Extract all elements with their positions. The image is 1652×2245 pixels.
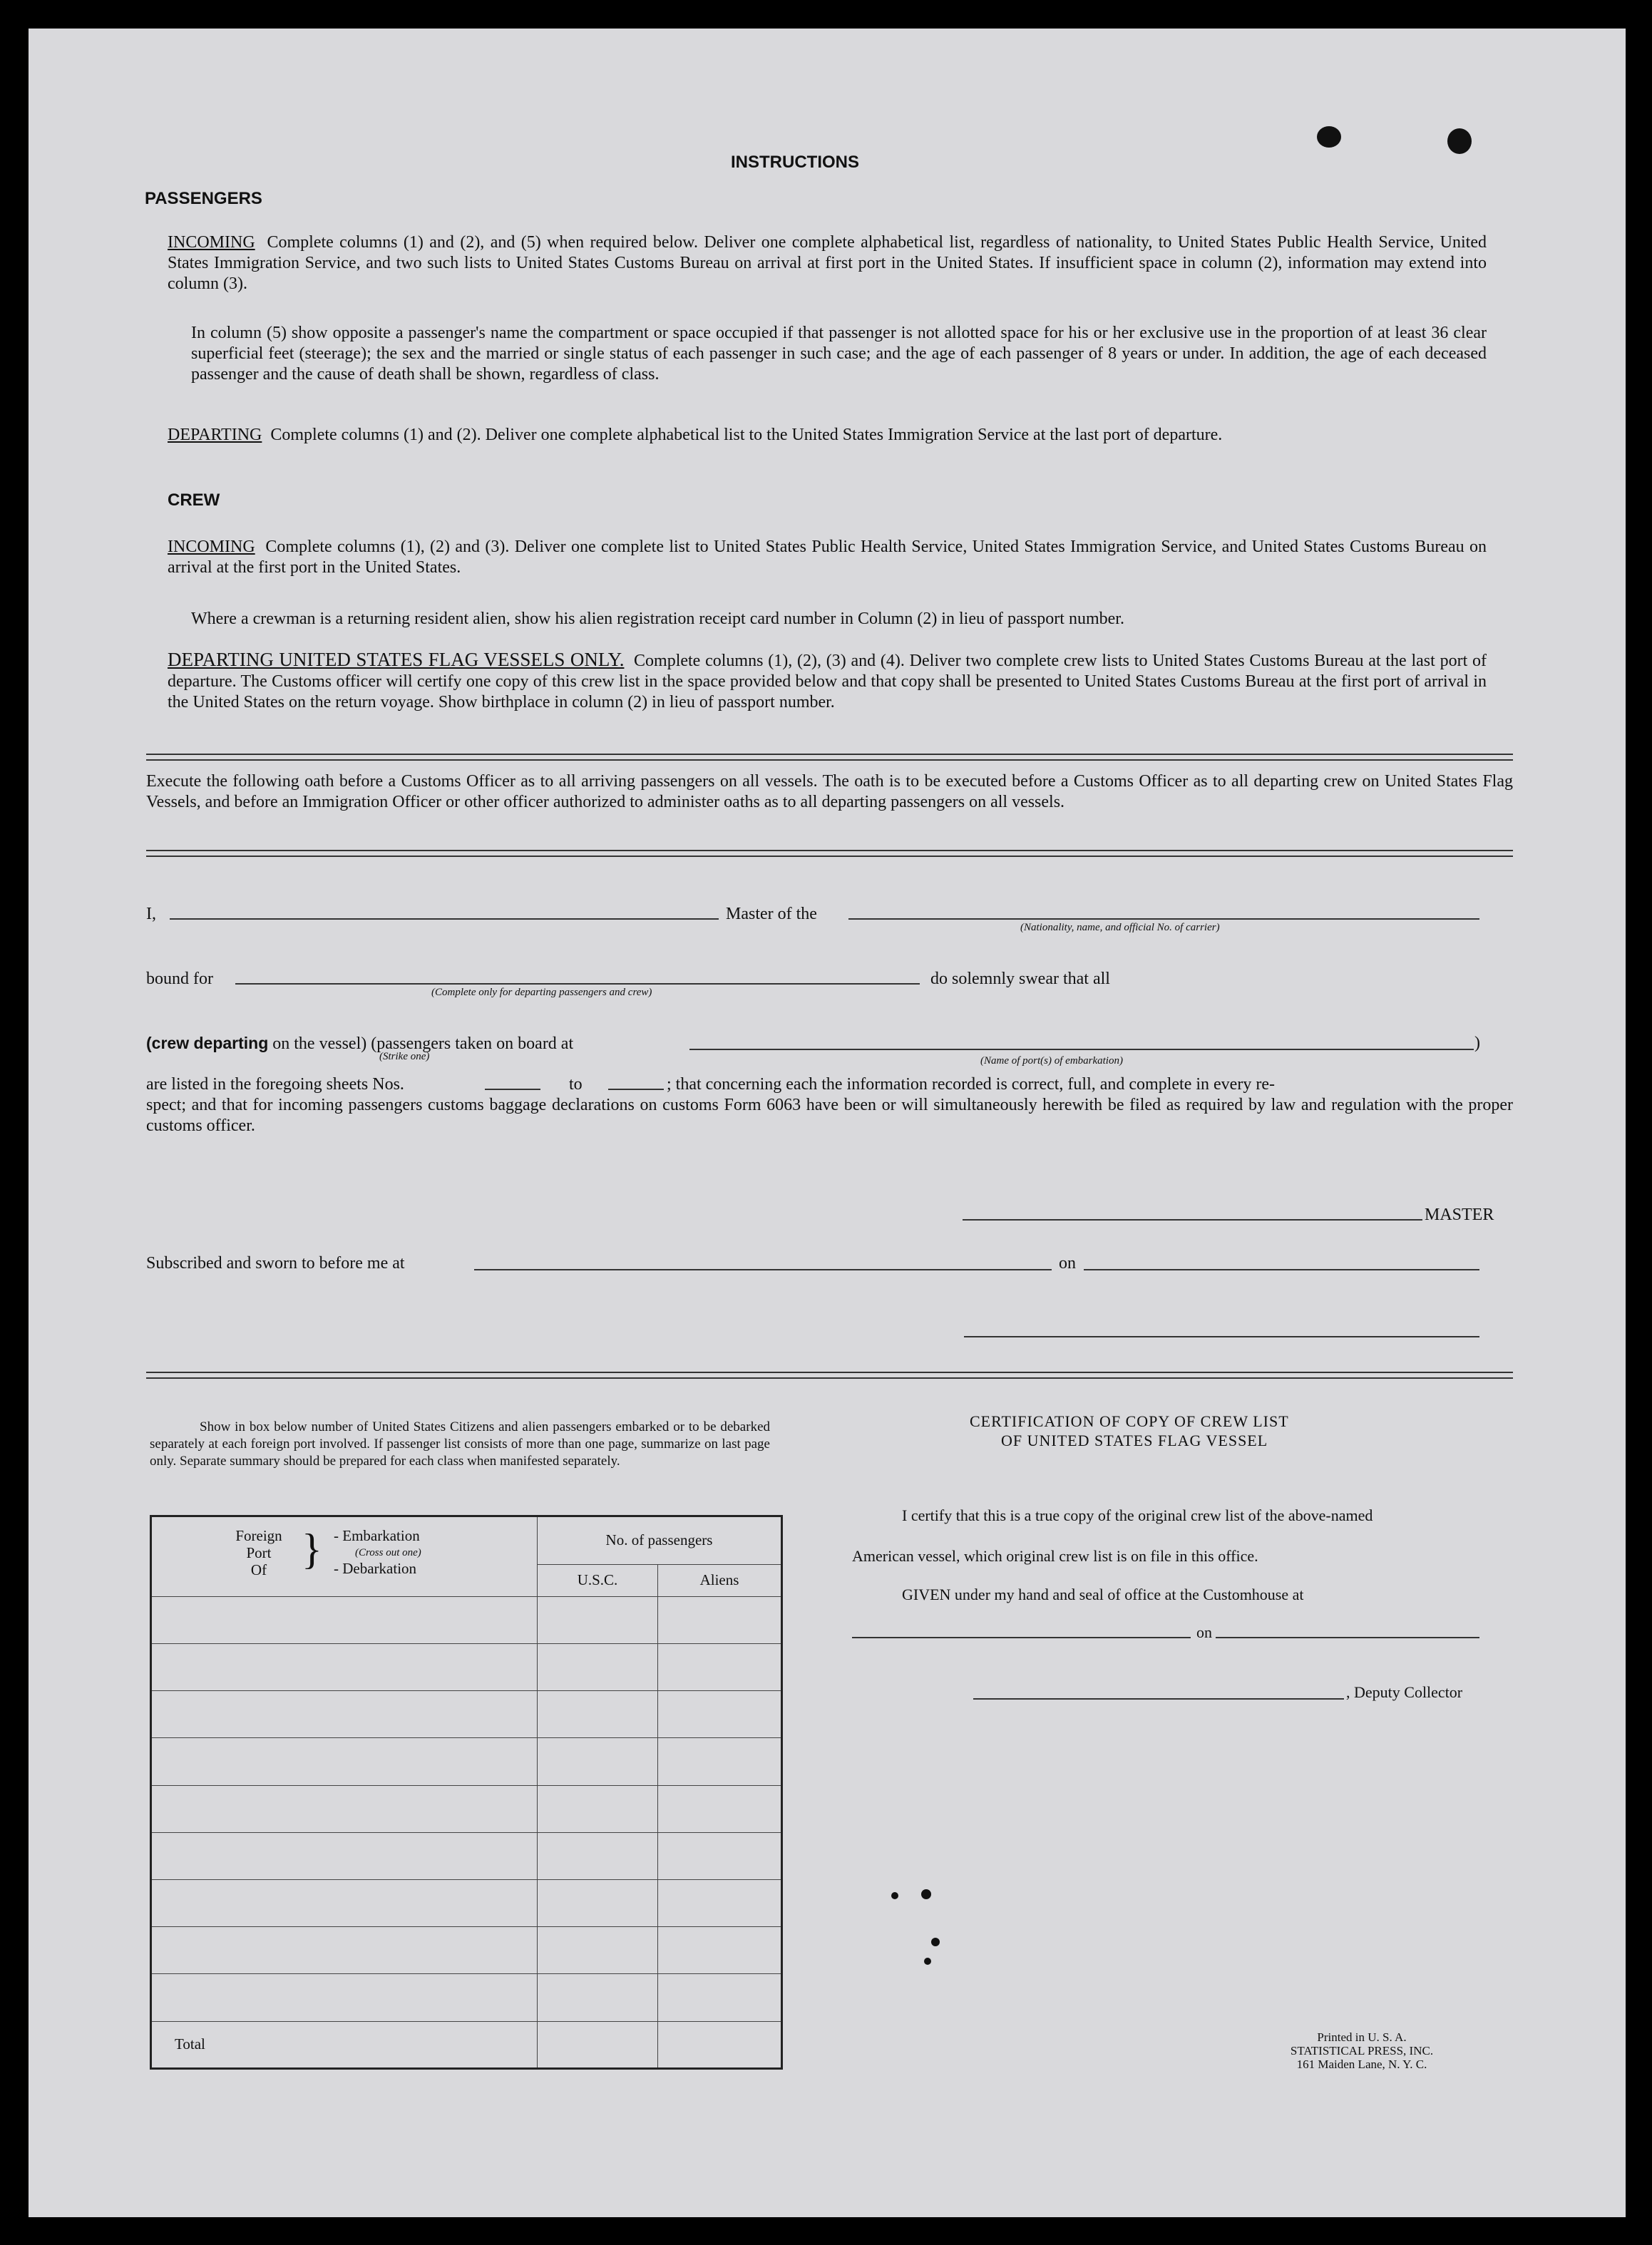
sheet-to-field[interactable] (608, 1089, 664, 1090)
vessel-line (146, 1033, 573, 1054)
certify-text: I certify that this is a true copy of the original crew list of the above-named (902, 1506, 1373, 1524)
sworn-on-label: on (1059, 1254, 1076, 1273)
punch-hole-mark (1317, 126, 1341, 148)
on-vessel-text: on the vessel) (passengers taken on board at (272, 1034, 574, 1053)
table-row[interactable] (151, 1832, 782, 1879)
no-of-passengers-header: No. of passengers (538, 1516, 782, 1565)
cross-out-caption: (Cross out one) (355, 1547, 421, 1558)
officer-signature-field[interactable] (964, 1336, 1479, 1337)
cert-date-field[interactable] (1216, 1637, 1479, 1638)
crew-heading: CREW (168, 490, 220, 510)
ink-dot (891, 1892, 898, 1899)
subscribed-label: Subscribed and sworn to before me at (146, 1254, 405, 1273)
port-header-cell (151, 1516, 538, 1597)
page-title: INSTRUCTIONS (731, 153, 859, 172)
listed-in-label: are listed in the foregoing sheets Nos. (146, 1075, 404, 1094)
sworn-location-field[interactable] (474, 1269, 1052, 1270)
ink-dot (921, 1889, 931, 1899)
given-text: GIVEN under my hand and seal of office at the Customhouse at (902, 1586, 1304, 1603)
debarkation-label[interactable]: - Debarkation (334, 1560, 417, 1577)
destination-field[interactable] (235, 983, 920, 985)
certification-heading: CERTIFICATION OF COPY OF CREW LIST OF UNITED STATES FLAG VESSEL (970, 1412, 1289, 1449)
crew-departing-label: DEPARTING UNITED STATES FLAG VESSELS ONLY. (168, 649, 625, 670)
deputy-signature-field[interactable] (973, 1698, 1344, 1700)
divider (146, 754, 1513, 761)
total-row[interactable] (151, 2021, 782, 2068)
ports-caption: (Name of port(s) of embarkation) (980, 1055, 1123, 1067)
bound-for-label: bound for (146, 970, 213, 988)
table-row[interactable] (151, 1643, 782, 1690)
divider (146, 1372, 1513, 1379)
column5-paragraph: In column (5) show opposite a passenger's name the compartment or space occupied if that passenger is not allotted space for his or her exclusive use in the proportion of at least 36 clear superficial feet (steerage); the sex and the married or single status of each passenger in such case; and the age of each passenger of 8 years or under. In addition, the age of each deceased passenger and the cause of death shall be shown, regardless of class. (191, 324, 1487, 384)
passengers-heading: PASSENGERS (145, 189, 262, 208)
incoming-text: Complete columns (1) and (2), and (5) when required below. Deliver one complete alphabetical list, regardless of nationality, to United States Public Health Service, United States Immigration Service, and two such lists to United States Customs Bureau on arrival at first port in the United States. If insufficient space in column (2), information may extend into column (3). (168, 233, 1487, 293)
solemnly-swear-label: do solemnly swear that all (930, 970, 1110, 988)
aliens-header: Aliens (658, 1564, 782, 1596)
port-label: Foreign Port Of (235, 1527, 282, 1578)
customhouse-field[interactable] (852, 1637, 1191, 1638)
sworn-date-field[interactable] (1084, 1269, 1479, 1270)
printer-imprint: Printed in U. S. A. STATISTICAL PRESS, INC. 161 Maiden Lane, N. Y. C. (1290, 2030, 1434, 2071)
divider (146, 850, 1513, 857)
passenger-summary-table (150, 1515, 783, 2070)
table-row[interactable] (151, 1785, 782, 1832)
crew-departing-paragraph (168, 649, 1487, 713)
crew-departing-text: Complete columns (1), (2), (3) and (4). Deliver two complete crew lists to United States Customs Bureau at the last port of departure. The Customs officer will certify one copy of this crew list in the space provided below and that copy shall be presented to United States Customs Bureau at the first port of arrival in the United States on the return voyage. Show birthplace in column (2) in lieu of passport number. (168, 652, 1487, 711)
crew-incoming-paragraph (168, 537, 1487, 578)
table-row[interactable] (151, 1974, 782, 2021)
ink-dot (924, 1958, 931, 1965)
american-vessel-text: American vessel, which original crew list is on file in this office. (852, 1547, 1258, 1565)
table-row[interactable] (151, 1927, 782, 1974)
sheet-from-field[interactable] (485, 1089, 540, 1090)
master-signature-field[interactable] (963, 1219, 1422, 1221)
embarkation-label[interactable]: - Embarkation (334, 1527, 420, 1544)
table-row[interactable] (151, 1738, 782, 1785)
form-page (29, 29, 1626, 2217)
incoming-label: INCOMING (168, 233, 255, 252)
crew-incoming-text: Complete columns (1), (2) and (3). Deliver one complete list to United States Public Health Service, United States Immigration Service, and United States Customs Bureau on arrival at the first port in the United States. (168, 538, 1487, 577)
master-name-field[interactable] (170, 918, 719, 920)
summary-instructions: Show in box below number of United States Citizens and alien passengers embarked or to be debarked separately at each foreign port involved. If passenger list consists of more than one page, summarize on last page only. Separate summary should be prepared for each class when manifested separately. (150, 1419, 770, 1469)
nationality-caption: (Nationality, name, and official No. of carrier) (1020, 922, 1220, 933)
table-row[interactable] (151, 1691, 782, 1738)
complete-only-caption: (Complete only for departing passengers and crew) (431, 987, 652, 998)
cert-on-label: on (1196, 1623, 1212, 1641)
passengers-incoming-paragraph (168, 232, 1487, 294)
crew-incoming-label: INCOMING (168, 538, 255, 556)
crew-departing-option: (crew departing (146, 1034, 269, 1052)
master-of-the-label: Master of the (726, 905, 817, 923)
usc-header: U.S.C. (538, 1564, 658, 1596)
departing-label: DEPARTING (168, 426, 262, 444)
deputy-collector-label: , Deputy Collector (1346, 1683, 1463, 1701)
departing-text: Complete columns (1) and (2). Deliver one complete alphabetical list to the United States Immigration Service at the last port of departure. (270, 426, 1223, 444)
concerning-text: ; that concerning each the information recorded is correct, full, and complete in every re- (667, 1075, 1275, 1094)
table-row[interactable] (151, 1880, 782, 1927)
strike-one-caption: (Strike one) (379, 1051, 430, 1062)
brace-icon: } (302, 1526, 322, 1573)
master-label: MASTER (1425, 1206, 1494, 1224)
carrier-field[interactable] (848, 918, 1479, 920)
resident-alien-paragraph: Where a crewman is a returning resident alien, show his alien registration receipt card number in Column (2) in lieu of passport number. (191, 610, 1124, 628)
to-label: to (569, 1075, 583, 1094)
embarkation-port-field[interactable] (689, 1049, 1474, 1050)
close-paren: ) (1474, 1034, 1480, 1052)
passengers-departing-paragraph (168, 425, 1487, 446)
ink-dot (931, 1938, 940, 1946)
total-label: Total (151, 2021, 538, 2068)
oath-intro: Execute the following oath before a Customs Officer as to all arriving passengers on all vessels. The oath is to be executed before a Customs Officer as to all departing crew on United States Flag Vessels, and before an Immigration Officer or other officer authorized to administer oaths as to all departing passengers on all vessels. (146, 772, 1513, 811)
oath-i-label: I, (146, 905, 156, 923)
oath-rest-text: spect; and that for incoming passengers customs baggage declarations on customs Form 6063 have been or will simultaneously herewith be filed as required by law and regulation with the proper customs officer. (146, 1096, 1513, 1135)
punch-hole-mark (1447, 128, 1472, 154)
table-row[interactable] (151, 1596, 782, 1643)
